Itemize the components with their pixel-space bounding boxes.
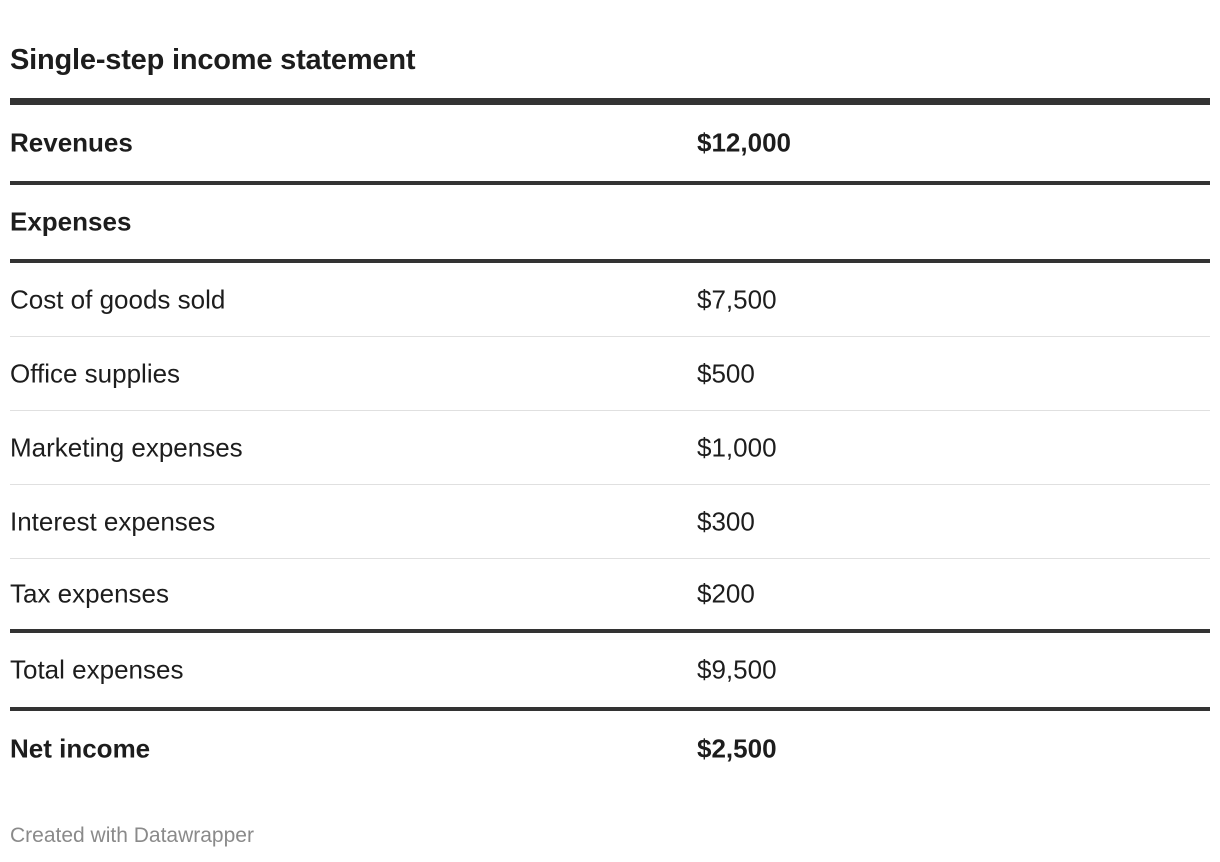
table-row <box>10 337 1210 411</box>
row-value: $1,000 <box>697 432 777 462</box>
row-value: $200 <box>697 578 755 609</box>
income-statement-table <box>10 98 1210 787</box>
table-row <box>10 559 1210 633</box>
table-row-expenses-header <box>10 185 1210 263</box>
row-label: Cost of goods sold <box>10 284 226 314</box>
row-value: $7,500 <box>697 284 777 314</box>
table-row <box>10 485 1210 559</box>
table-row-total-expenses <box>10 633 1210 711</box>
row-label: Interest expenses <box>10 506 216 536</box>
row-value: $9,500 <box>697 654 777 685</box>
row-value: $12,000 <box>697 127 791 158</box>
row-value: $300 <box>697 506 755 536</box>
row-label: Expenses <box>10 206 132 237</box>
row-label: Tax expenses <box>10 578 169 609</box>
table-title: Single-step income statement <box>10 44 416 76</box>
row-label: Office supplies <box>10 358 181 388</box>
footer-credit: Created with Datawrapper <box>10 824 254 847</box>
table-row <box>10 263 1210 337</box>
table-row-revenues <box>10 105 1210 185</box>
row-label: Total expenses <box>10 654 184 685</box>
row-value: $2,500 <box>697 733 777 764</box>
table-row-net-income <box>10 711 1210 787</box>
row-value: $500 <box>697 358 755 388</box>
table-top-rule <box>10 98 1210 105</box>
row-label: Revenues <box>10 127 133 158</box>
row-label: Marketing expenses <box>10 432 243 462</box>
table-row <box>10 411 1210 485</box>
row-label: Net income <box>10 733 151 764</box>
